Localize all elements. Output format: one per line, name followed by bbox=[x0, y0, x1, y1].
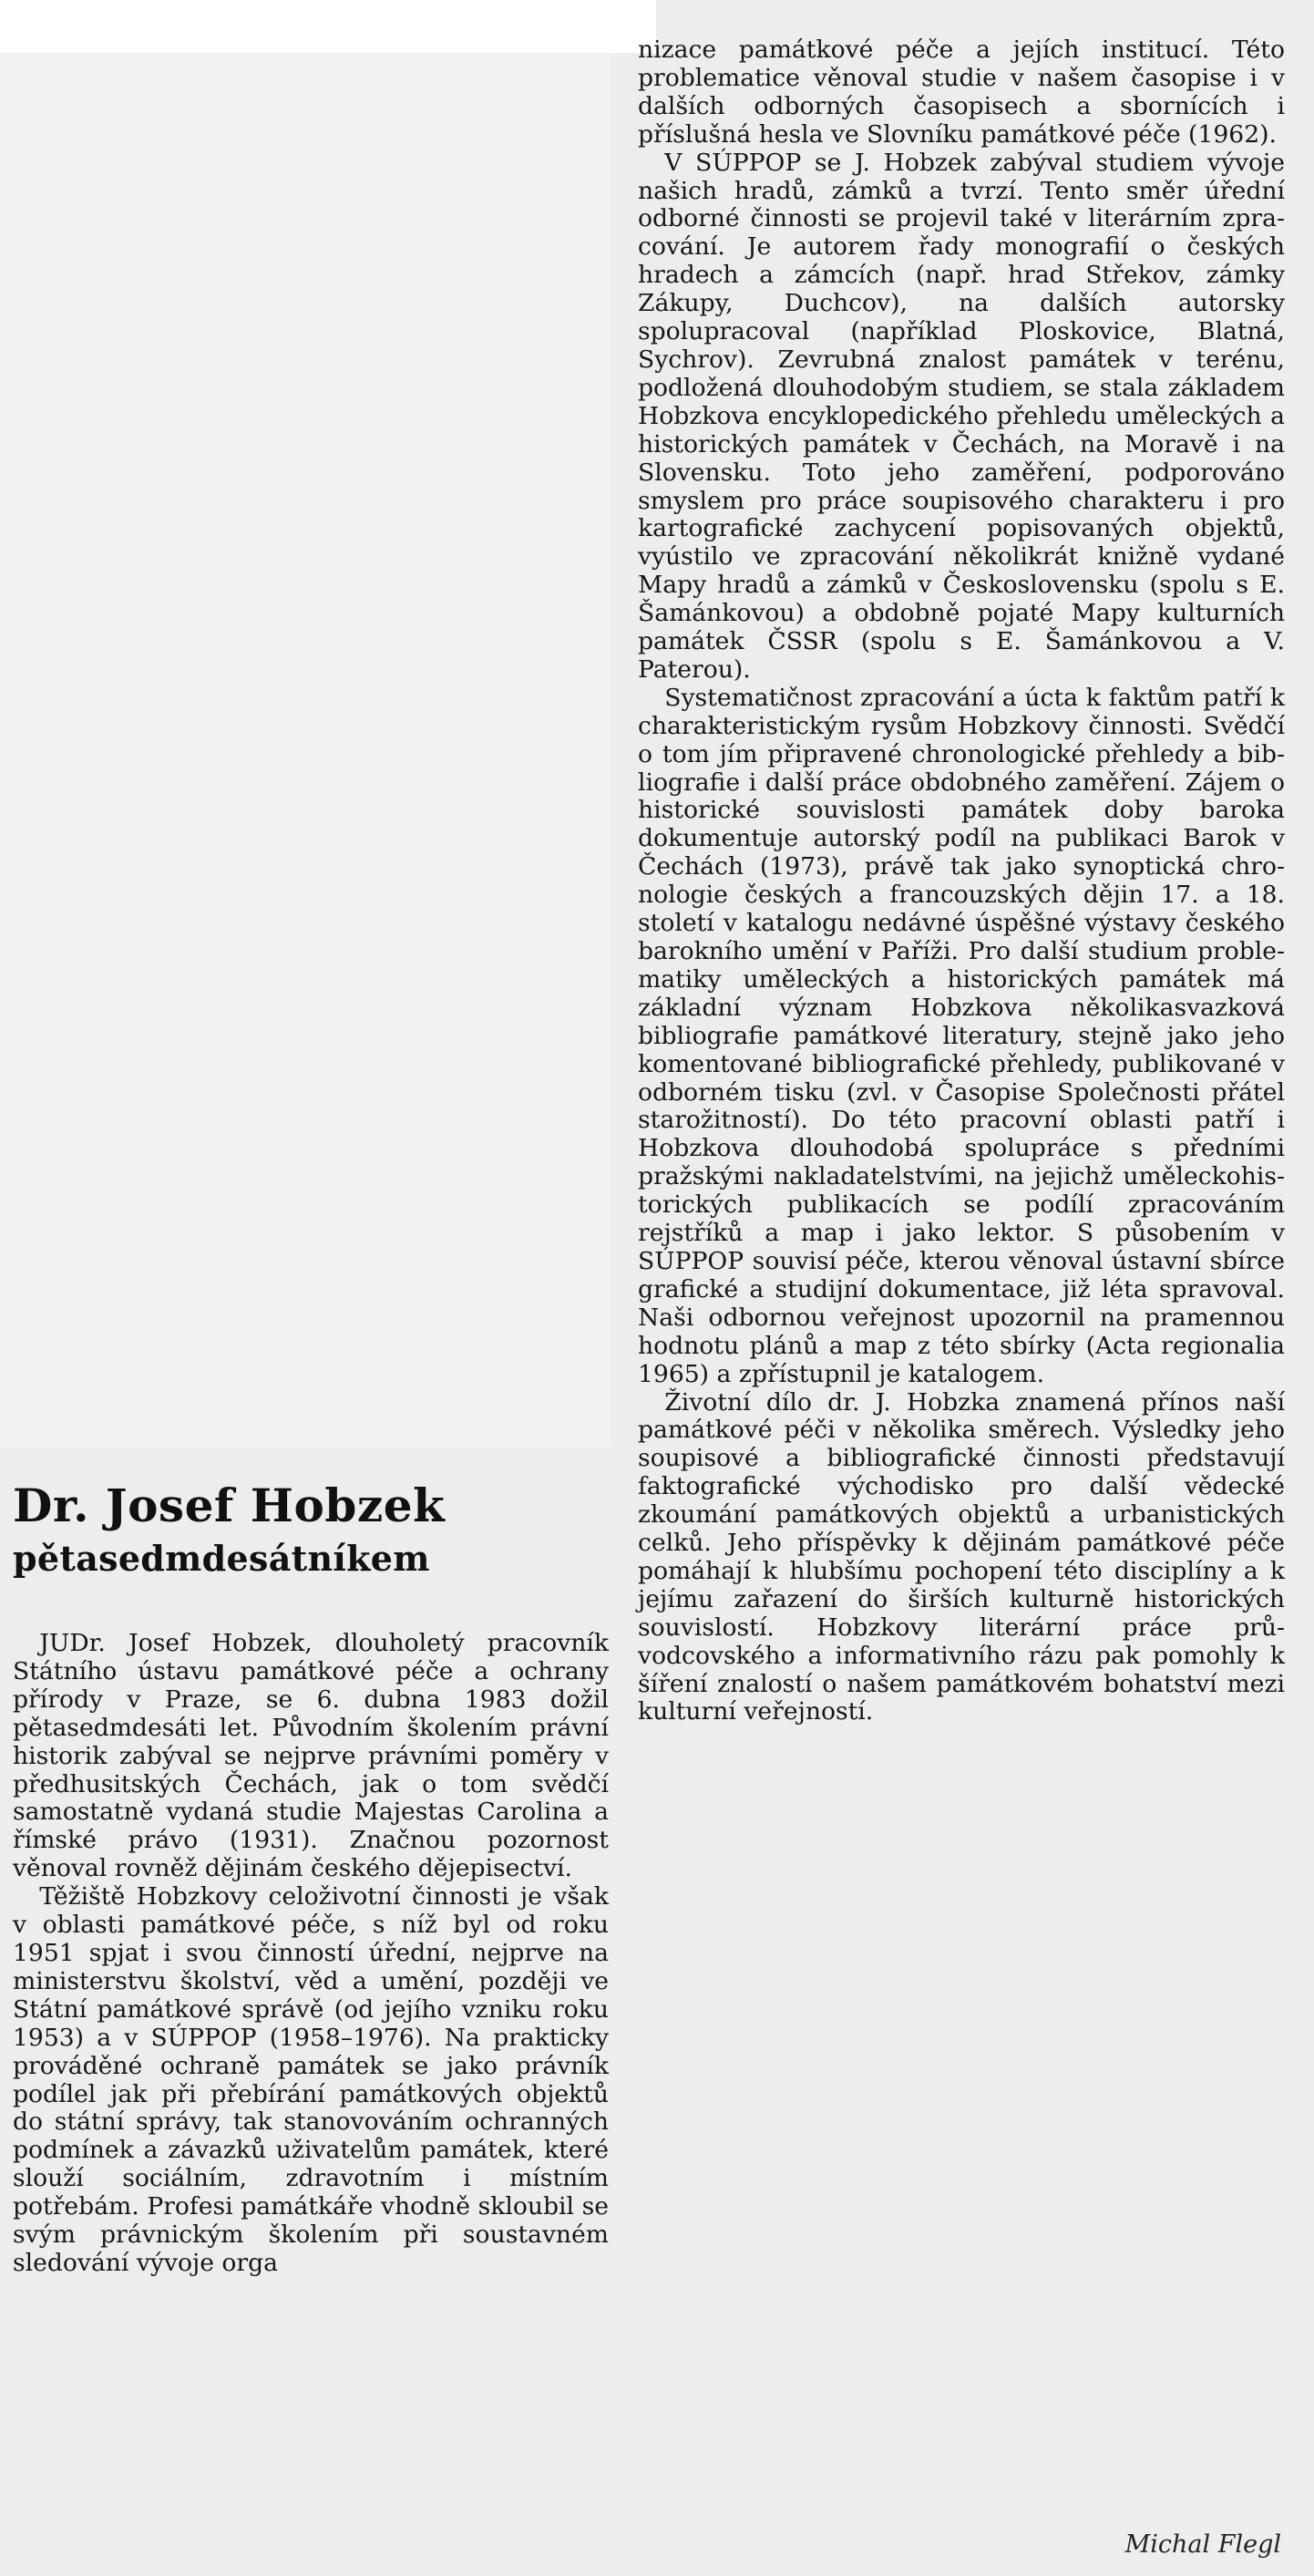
paragraph-systematics: Systematičnost zpracování a úcta k faktům patří k charakteristickým rysům Hobzkovy činnosti. Svědčí o tom jím připravené chronologické přehledy a bibliografie i další práce obdobného zaměření. Zájem o historické souvislosti památek doby baroka dokumentuje autorský podíl na publikaci Barok v Čechách (1973), právě tak jako synoptická chronologie českých a francouzských dějin 17. a 18. století v katalogu nedávné úspěšné výstavy českého barokního umění v Paříži. Pro další studium problematiky uměleckých a historických památek má základní význam Hobzkova několikasvazková bibliografie památkové literatury, stejně jako jeho komentované bibliografické přehledy, publikované v odborném tisku (zvl. v Časopise Společnosti přátel starožitností). Do této pracovní oblasti patří i Hobzkova dlouhodobá spolupráce s předními pražskými nakladatelstvími, na jejichž uměleckohistorických publikacích se podílí zpracováním rejstříků a map i jako lektor. S působením v SÚPPOP souvisí péče, kterou věnoval ústavní sbírce grafické a studijní dokumentace, již léta spravoval. Naši odbornou veřejnost upozornil na pramennou hodnotu plánů a map z této sbírky (Acta regionalia 1965) a zpřístupnil je katalogem. bbox=[638, 683, 1285, 1388]
paragraph-legacy: Životní dílo dr. J. Hobzka znamená přínos naší památkové péči v několika směrech. Výsledky jeho soupisové a bibliografické činnosti představují faktografické východisko pro další vědecké zkoumání památkových objektů a urbanistických celků. Jeho příspěvky k dějinám památkové péče pomáhají k hlubšímu pochopení této disciplíny a k jejímu zařazení do širších kulturně historických souvislostí. Hobzkovy literární práce průvodcovského a informativního rázu pak pomohly k šíření znalostí o našem památkovém bohatství mezi kulturní veřejností. bbox=[638, 1387, 1285, 1726]
left-text-column bbox=[13, 1630, 609, 2278]
right-text-column bbox=[638, 36, 1285, 1726]
author-signature: Michal Flegl bbox=[1124, 2530, 1281, 2559]
article-title: Dr. Josef Hobzek bbox=[13, 1479, 446, 1532]
paragraph-continuation: nizace památkové péče a jejích institucí. Této problematice věnoval studie v našem časopise i v dalších odborných časopisech a sbornících i příslušná hesla ve Slovníku památkové péče (1962). bbox=[638, 36, 1285, 149]
article-heading bbox=[13, 1479, 614, 1584]
paragraph-intro: JUDr. Josef Hobzek, dlouholetý pracovník Státního ústavu památkové péče a ochrany přírody v Praze, se 6. dubna 1983 dožil pětasedmdesáti let. Původním školením právní historik zabýval se nejprve právními poměry v předhusitských Čechách, jak o tom svědčí samostatně vydaná studie Majestas Carolina a římské právo (1931). Značnou pozornost věnoval rovněž dějinám českého dějepisectví. bbox=[13, 1629, 609, 1883]
article-subtitle: pětasedmdesátníkem bbox=[13, 1538, 430, 1579]
blank-image-area bbox=[0, 53, 611, 1448]
page-top-band bbox=[0, 0, 656, 53]
paragraph-focus: Těžiště Hobzkovy celoživotní činnosti je však v oblasti památkové péče, s níž byl od roku 1951 spjat i svou činností úřední, nejprve na ministerstvu školství, věd a umění, později ve Státní památkové správě (od jejího vzniku roku 1953) a v SÚPPOP (1958–1976). Na prakticky prováděné ochraně památek se jako právník podílel jak při přebírání památkových objektů do státní správy, tak stanovováním ochranných podmínek a závazků uživatelům památek, které slouží sociálním, zdravotním i místním potřebám. Profesi památkáře vhodně skloubil se svým právnickým školením při soustavném sledování vývoje orga bbox=[13, 1882, 609, 2277]
paragraph-castles: V SÚPPOP se J. Hobzek zabýval studiem vývoje našich hradů, zámků a tvrzí. Tento směr úřední odborné činnosti se projevil také v literárním zpracování. Je autorem řady monografií o českých hradech a zámcích (např. hrad Střekov, zámky Zákupy, Duchcov), na dalších autorsky spolupracoval (například Ploskovice, Blatná, Sychrov). Zevrubná znalost památek v terénu, podložená dlouhodobým studiem, se stala základem Hobzkova encyklopedického přehledu uměleckých a historických památek v Čechách, na Moravě i na Slovensku. Toto jeho zaměření, podporováno smyslem pro práce soupisového charakteru i pro kartografické zachycení popisovaných objektů, vyústilo ve zpracování několikrát knižně vydané Mapy hradů a zámků v Československu (spolu s E. Šamánkovou) a obdobně pojaté Mapy kulturních památek ČSSR (spolu s E. Šamánkovou a V. Paterou). bbox=[638, 148, 1285, 684]
